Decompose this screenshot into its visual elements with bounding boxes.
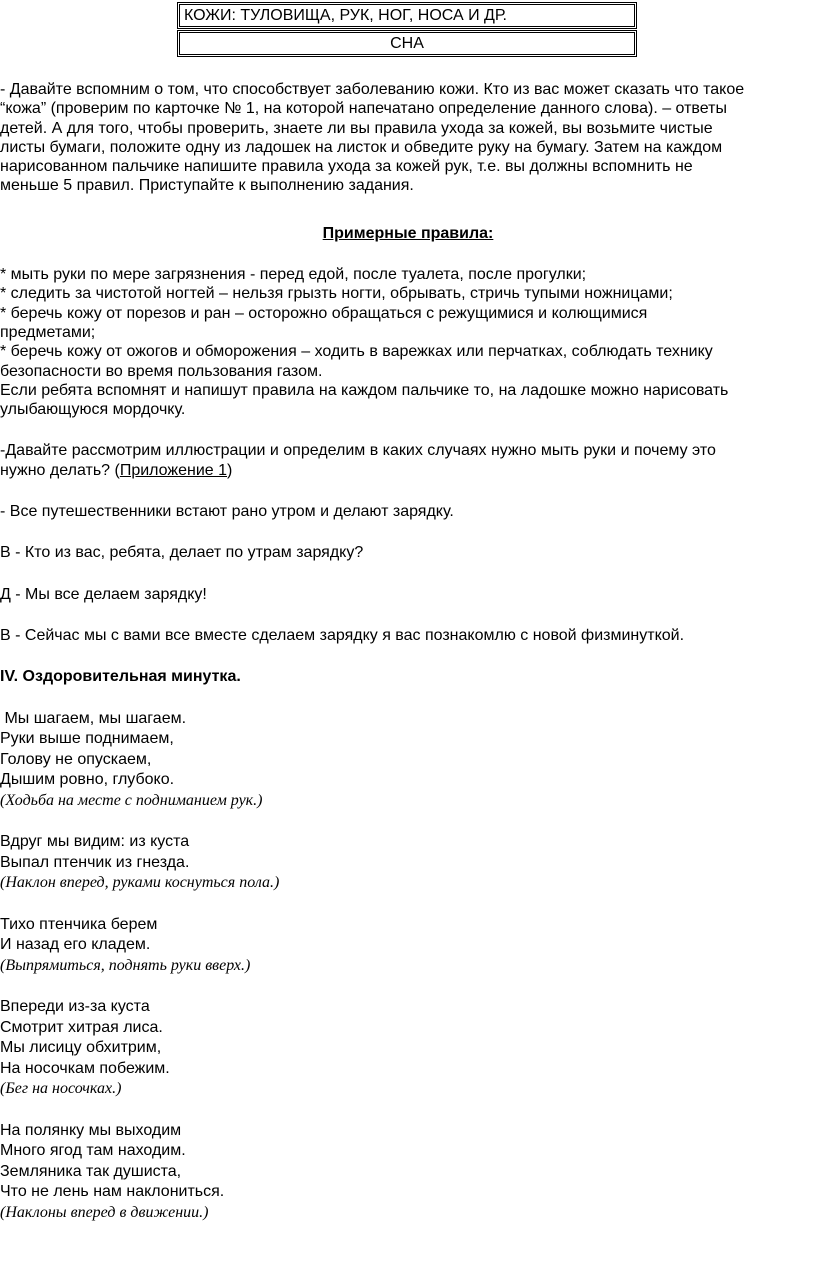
poem-line: Руки выше поднимаем,	[0, 730, 174, 748]
poem-line: На носочкам побежим.	[0, 1059, 170, 1077]
header-table-row-1: КОЖИ: ТУЛОВИЩА, РУК, НОГ, НОСА И ДР.	[177, 2, 637, 29]
rule-item-continuation: предметами;	[0, 323, 96, 341]
header-table	[177, 2, 637, 57]
poem-line: Голову не опускаем,	[0, 750, 152, 768]
illustrations-line: -Давайте рассмотрим иллюстрации и определим в каких случаях нужно мыть руки и почему это	[0, 442, 716, 460]
intro-line: - Давайте вспомним о том, что способствует заболеванию кожи. Кто из вас может сказать что такое	[0, 81, 745, 98]
poem-line: И назад его кладем.	[0, 936, 151, 954]
dialog-line: Д - Мы все делаем зарядку!	[0, 585, 207, 603]
poem-line: Впереди из-за куста	[0, 998, 150, 1016]
poem-line: Мы шагаем, мы шагаем.	[0, 709, 187, 727]
poem-stanza	[0, 832, 816, 894]
poem-instruction: (Ходьба на месте с подниманием рук.)	[0, 791, 263, 809]
poem-line: Что не лень нам наклониться.	[0, 1183, 225, 1201]
rule-item: * беречь кожу от ожогов и обморожения – ходить в варежках или перчатках, соблюдать технику	[0, 343, 713, 361]
rule-item: * следить за чистотой ногтей – нельзя грызть ногти, обрывать, стричь тупыми ножницами;	[0, 285, 673, 303]
rules-heading: Примерные правила:	[322, 224, 494, 242]
appendix-link[interactable]: Приложение 1	[119, 461, 228, 479]
intro-line: листы бумаги, положите одну из ладошек на листок и обведите руку на бумагу. Затем на каждом	[0, 138, 723, 156]
rule-item: * беречь кожу от порезов и ран – осторожно обращаться с режущимися и колющимися	[0, 304, 648, 322]
dialog-line: - Все путешественники встают рано утром и делают зарядку.	[0, 503, 454, 521]
rules-list	[0, 265, 816, 419]
rules-note: улыбающуюся мордочку.	[0, 401, 186, 419]
intro-paragraph	[0, 80, 816, 196]
poem-stanza	[0, 1121, 816, 1224]
poem-instruction: (Наклон вперед, руками коснуться пола.)	[0, 874, 280, 892]
illustrations-suffix: )	[227, 461, 233, 479]
document-body	[0, 80, 816, 1223]
rule-item-continuation: безопасности во время пользования газом.	[0, 362, 323, 380]
rule-item: * мыть руки по мере загрязнения - перед едой, после туалета, после прогулки;	[0, 266, 587, 284]
dialog-line: В - Сейчас мы с вами все вместе сделаем зарядку я вас познакомлю с новой физминуткой.	[0, 626, 685, 644]
poem-line: Много ягод там находим.	[0, 1142, 186, 1160]
poem-line: Тихо птенчика берем	[0, 915, 158, 933]
illustrations-prefix: нужно делать? (	[0, 461, 120, 479]
illustrations-line	[0, 461, 816, 480]
poem-line: Вдруг мы видим: из куста	[0, 833, 190, 851]
header-table-row-2: СНА	[177, 30, 637, 57]
intro-line: “кожа” (проверим по карточке № 1, на которой напечатано определение данного слова). – ответы	[0, 100, 727, 118]
poem-line: Мы лисицу обхитрим,	[0, 1039, 162, 1057]
section-title: IV. Оздоровительная минутка.	[0, 668, 241, 686]
illustrations-paragraph	[0, 441, 816, 480]
intro-line: детей. А для того, чтобы проверить, знаете ли вы правила ухода за кожей, вы возьмите чистые	[0, 119, 713, 137]
poem-instruction: (Выпрямиться, поднять руки вверх.)	[0, 956, 251, 974]
rules-note: Если ребята вспомнят и напишут правила на каждом пальчике то, на ладошке можно нарисовать	[0, 381, 729, 399]
poem-instruction: (Бег на носочках.)	[0, 1080, 122, 1098]
poem-line: Смотрит хитрая лиса.	[0, 1018, 163, 1036]
poem-line: Выпал птенчик из гнезда.	[0, 853, 190, 871]
poem-stanza	[0, 709, 816, 812]
intro-line: нарисованном пальчике напишите правила ухода за кожей рук, т.е. вы должны вспомнить не	[0, 158, 693, 176]
poem-line: Дышим ровно, глубоко.	[0, 771, 175, 789]
poem-instruction: (Наклоны вперед в движении.)	[0, 1203, 209, 1221]
poem-line: На полянку мы выходим	[0, 1121, 182, 1139]
poem-stanza	[0, 915, 816, 977]
dialog-line: В - Кто из вас, ребята, делает по утрам зарядку?	[0, 544, 364, 562]
poem-stanza	[0, 997, 816, 1100]
intro-line: меньше 5 правил. Приступайте к выполнению задания.	[0, 177, 414, 195]
exercise-poem	[0, 709, 816, 1224]
poem-line: Земляника так душиста,	[0, 1162, 182, 1180]
